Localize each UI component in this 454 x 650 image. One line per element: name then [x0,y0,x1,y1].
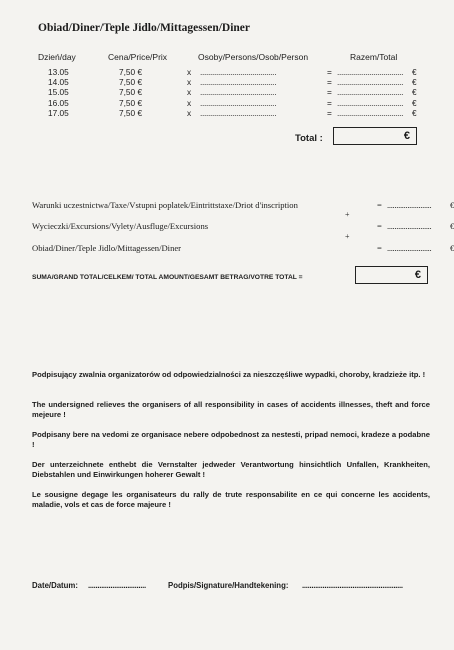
signature-field[interactable]: ...................................................... [302,581,403,590]
plus-sign-2: + [345,232,350,241]
disclaimer-english: The undersigned relieves the organisers of all responsibility in cases of accidents illnesses, theft and force mejeure ! [32,400,430,419]
row-currency: € [412,77,417,88]
row-price: 7,50 € [119,107,143,118]
row-persons-field[interactable]: ...................................... [200,107,277,118]
header-price: Cena/Price/Prix [108,52,168,62]
summary-excursions-currency: € [450,221,454,231]
grand-total-currency: € [414,269,421,281]
summary-excursions-label: Wycieczki/Excursions/Vylety/Ausfluge/Excursions [32,221,209,231]
meals-table-title: Obiad/Diner/Teple Jidlo/Mittagessen/Diner [38,22,251,34]
row-total-field[interactable]: ................................. [337,87,404,98]
summary-diner-field[interactable]: ........................ [387,243,432,253]
disclaimer-german: Der unterzeichnete enthebt die Vernstalter jedweder Verantwortung hinsichtlich Unfallen, Krankheiten, Diebstahlen und Einwirkungen hoherer Gewalt ! [32,460,430,479]
disclaimer-polish: Podpisujący zwalnia organizatorów od odpowiedzialności za nieszczęśliwe wypadki, choroby, kradzieże itp. ! [32,370,426,379]
row-date: 17.05 [48,107,69,118]
row-equals: = [327,67,332,77]
total-currency: € [403,130,410,142]
row-price: 7,50 € [119,87,143,98]
row-total-field[interactable]: ................................. [337,67,404,77]
summary-fees-field[interactable]: ........................ [387,200,432,210]
row-date: 13.05 [48,67,69,77]
row-date: 14.05 [48,77,69,88]
summary-fees-label: Warunki uczestnictwa/Taxe/Vstupni poplatek/Eintrittstaxe/Driot d'inscription [32,200,298,210]
row-total-field[interactable]: ................................. [337,107,404,118]
summary-line-diner [32,243,452,253]
row-currency: € [412,67,417,77]
row-date: 16.05 [48,97,69,108]
summary-fees-eq: = [377,200,382,210]
row-equals: = [327,77,332,88]
row-times: x [187,107,192,118]
header-total: Razem/Total [350,52,398,62]
summary-excursions-eq: = [377,221,382,231]
grand-total-label: SUMA/GRAND TOTAL/CELKEM/ TOTAL AMOUNT/GESAMT BETRAG/VOTRE TOTAL = [32,274,303,281]
signature-label: Podpis/Signature/Handtekening: [168,581,289,590]
row-persons-field[interactable]: ...................................... [200,97,277,108]
total-field[interactable] [333,127,417,145]
row-price: 7,50 € [119,77,143,88]
header-date: Dzień/day [38,52,76,62]
grand-total-field[interactable] [355,266,428,284]
row-times: x [187,87,192,98]
summary-line-fees [32,200,452,210]
summary-excursions-field[interactable]: ........................ [387,221,432,231]
row-currency: € [412,107,417,118]
row-date: 15.05 [48,87,69,98]
row-equals: = [327,107,332,118]
date-field[interactable]: ............................... [88,581,146,590]
row-equals: = [327,97,332,108]
row-times: x [187,67,192,77]
meal-row [0,108,453,119]
header-persons: Osoby/Persons/Osob/Person [198,52,309,62]
row-price: 7,50 € [119,67,143,77]
date-label: Date/Datum: [32,581,78,590]
summary-diner-currency: € [450,243,454,253]
row-persons-field[interactable]: ...................................... [200,77,277,88]
row-currency: € [412,87,417,98]
row-persons-field[interactable]: ...................................... [200,87,277,98]
row-price: 7,50 € [119,97,143,108]
summary-diner-eq: = [377,243,382,253]
disclaimer-french: Le sousigne degage les organisateurs du rally de trute responsabilite en ce qui concerne les accidents, maladie, vols et cas de force majeure ! [32,490,430,509]
row-equals: = [327,87,332,98]
summary-fees-currency: € [450,200,454,210]
row-times: x [187,77,192,88]
plus-sign-1: + [345,210,350,219]
total-label: Total : [295,133,323,144]
summary-line-excursions [32,221,452,231]
disclaimer-czech: Podpisany bere na vedomi ze organisace nebere odpobednost za nestesti, pripad nemoci, kradeze a podabne ! [32,430,430,449]
summary-diner-label: Obiad/Diner/Teple Jidlo/Mittagessen/Diner [32,243,182,253]
row-persons-field[interactable]: ...................................... [200,67,277,77]
row-total-field[interactable]: ................................. [337,77,404,88]
row-currency: € [412,97,417,108]
row-total-field[interactable]: ................................. [337,97,404,108]
row-times: x [187,97,192,108]
